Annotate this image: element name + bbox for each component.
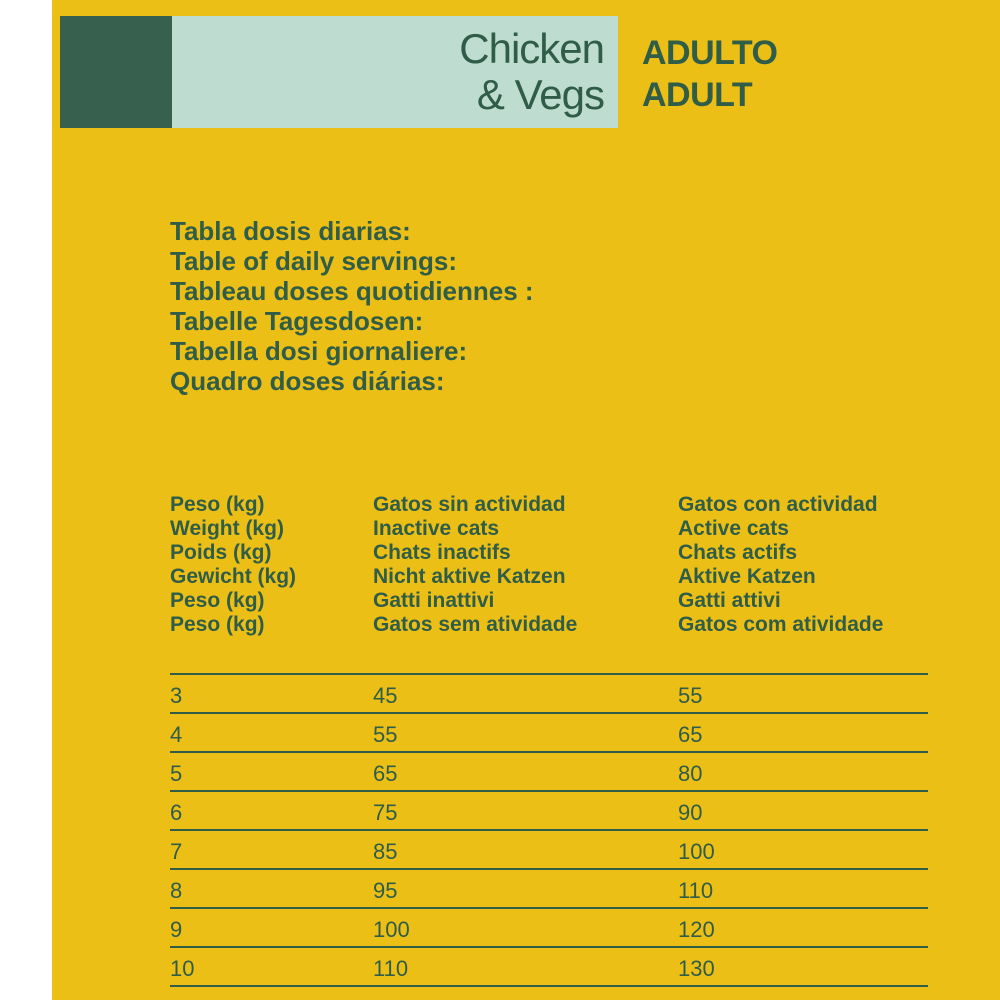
active-grams-cell: 130 — [678, 956, 715, 981]
column-header-weight-it: Peso (kg) — [170, 589, 265, 612]
column-header-inactive — [373, 493, 577, 637]
column-header-active-fr: Chats actifs — [678, 541, 798, 564]
inactive-grams-cell: 110 — [373, 956, 409, 981]
variant-es: ADULTO — [642, 34, 778, 72]
table-row — [170, 792, 928, 831]
inactive-grams-cell: 55 — [373, 722, 398, 747]
product-name-line-1: Chicken — [459, 25, 604, 72]
inactive-grams-cell: 85 — [373, 839, 398, 864]
column-header-inactive-fr: Chats inactifs — [373, 541, 511, 564]
product-name — [459, 26, 604, 118]
column-header-inactive-es: Gatos sin actividad — [373, 493, 566, 516]
weight-cell: 4 — [170, 722, 183, 747]
column-header-active-en: Active cats — [678, 517, 789, 540]
table-row — [170, 909, 928, 948]
column-header-active-pt: Gatos com atividade — [678, 613, 884, 636]
column-header-weight-fr: Poids (kg) — [170, 541, 272, 564]
column-header-active-es: Gatos con actividad — [678, 493, 878, 516]
weight-cell: 7 — [170, 839, 183, 864]
weight-cell: 3 — [170, 683, 183, 708]
title-it: Tabella dosi giornaliere: — [170, 336, 468, 366]
table-row — [170, 831, 928, 870]
inactive-grams-cell: 100 — [373, 917, 410, 942]
weight-cell: 10 — [170, 956, 195, 981]
title-fr: Tableau doses quotidiennes : — [170, 276, 534, 306]
title-pt: Quadro doses diárias: — [170, 366, 445, 396]
inactive-grams-cell: 75 — [373, 800, 398, 825]
inactive-grams-cell: 95 — [373, 878, 398, 903]
inactive-grams-cell: 45 — [373, 683, 398, 708]
product-name-line-2: & Vegs — [476, 71, 604, 118]
title-es: Tabla dosis diarias: — [170, 216, 411, 246]
column-header-active-it: Gatti attivi — [678, 589, 781, 612]
active-grams-cell: 120 — [678, 917, 715, 942]
column-header-inactive-en: Inactive cats — [373, 517, 500, 540]
title-en: Table of daily servings: — [170, 246, 458, 276]
column-header-weight-en: Weight (kg) — [170, 517, 284, 540]
variant-label — [642, 32, 778, 116]
table-row — [170, 714, 928, 753]
header-product-box — [172, 16, 618, 128]
active-grams-cell: 100 — [678, 839, 715, 864]
active-grams-cell: 55 — [678, 683, 703, 708]
column-header-inactive-it: Gatti inattivi — [373, 589, 495, 612]
column-header-active-de: Aktive Katzen — [678, 565, 816, 588]
table-row — [170, 675, 928, 714]
weight-cell: 9 — [170, 917, 183, 942]
column-header-weight — [170, 493, 296, 637]
active-grams-cell: 110 — [678, 878, 714, 903]
weight-cell: 8 — [170, 878, 183, 903]
active-grams-cell: 65 — [678, 722, 703, 747]
table-row — [170, 948, 928, 987]
column-header-active — [678, 493, 883, 637]
inactive-grams-cell: 65 — [373, 761, 398, 786]
weight-cell: 6 — [170, 800, 183, 825]
active-grams-cell: 90 — [678, 800, 703, 825]
active-grams-cell: 80 — [678, 761, 703, 786]
title-de: Tabelle Tagesdosen: — [170, 306, 424, 336]
column-header-inactive-de: Nicht aktive Katzen — [373, 565, 566, 588]
column-header-weight-es: Peso (kg) — [170, 493, 265, 516]
weight-cell: 5 — [170, 761, 183, 786]
table-row — [170, 870, 928, 909]
servings-table — [170, 673, 928, 987]
table-row — [170, 753, 928, 792]
header-color-block — [60, 16, 172, 128]
variant-en: ADULT — [642, 76, 753, 114]
column-header-weight-de: Gewicht (kg) — [170, 565, 297, 588]
column-header-inactive-pt: Gatos sem atividade — [373, 613, 578, 636]
daily-servings-titles — [170, 216, 534, 396]
column-header-weight-pt: Peso (kg) — [170, 613, 265, 636]
